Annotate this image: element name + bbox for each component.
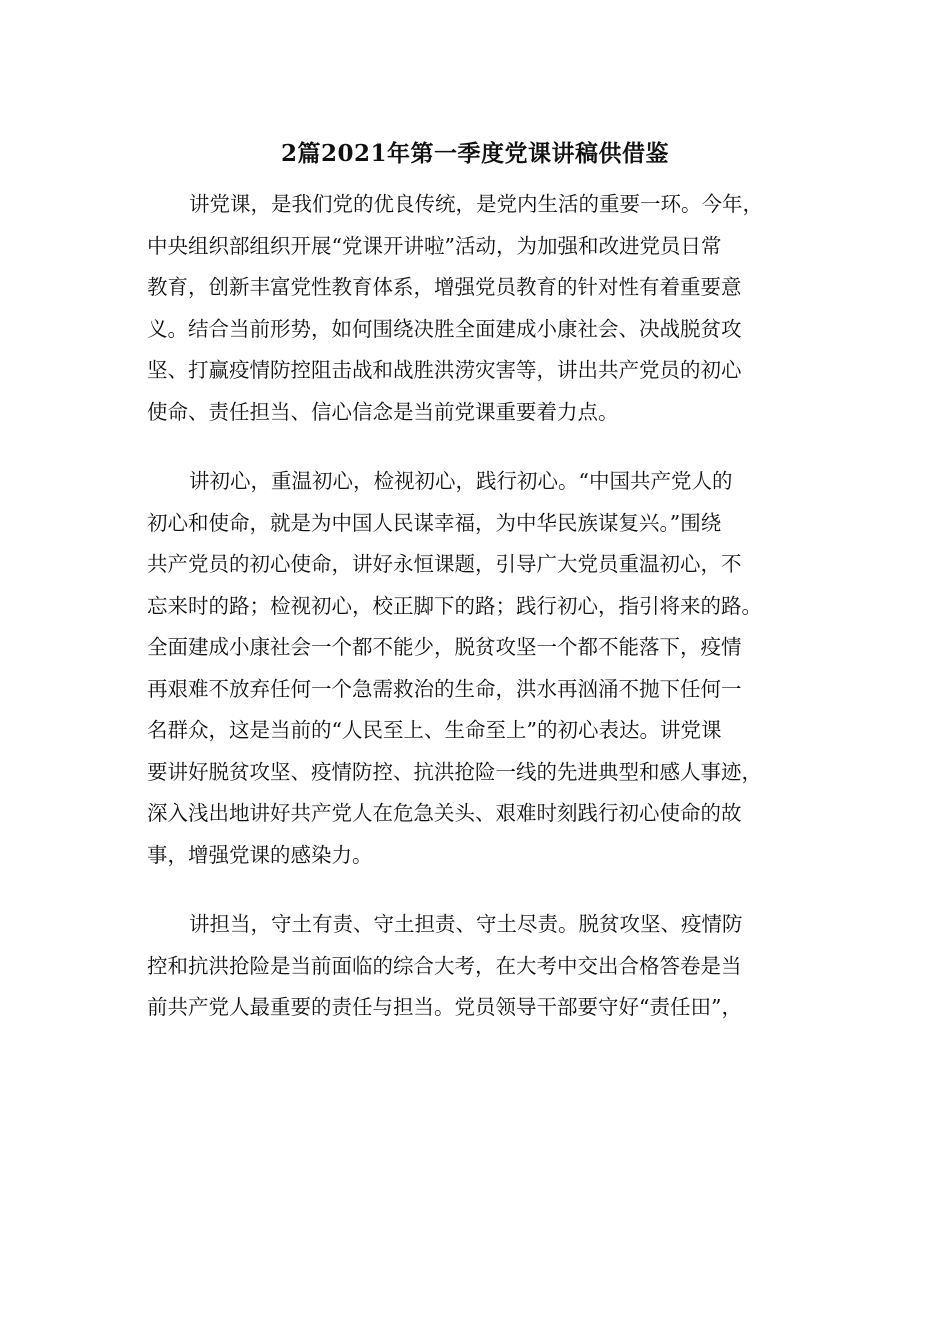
paragraph-line: 忘来时的路；检视初心，校正脚下的路；践行初心，指引将来的路。 (147, 593, 762, 618)
paragraph-line: 讲担当，守土有责、守土担责、守土尽责。脱贫攻坚、疫情防 (189, 912, 743, 936)
paragraph-line: 讲党课，是我们党的优良传统，是党内生活的重要一环。今年， (189, 192, 763, 216)
paragraph-line: 初心和使命，就是为中国人民谋幸福，为中华民族谋复兴。”围绕 (147, 510, 722, 535)
paragraph-line: 名群众，这是当前的“人民至上、生命至上”的初心表达。讲党课 (147, 718, 722, 742)
paragraph-line: 中央组织部组织开展“党课开讲啦”活动，为加强和改进党员日常 (147, 233, 722, 258)
paragraph-line: 共产党员的初心使命，讲好永恒课题，引导广大党员重温初心，不 (147, 552, 742, 576)
paragraph-spacer (147, 433, 797, 461)
document-title: 2篇2021年第一季度党课讲稿供借鉴 (280, 140, 670, 167)
paragraph-line: 深入浅出地讲好共产党人在危急关头、艰难时刻践行初心使命的故 (147, 801, 742, 825)
paragraph-line: 使命、责任担当、信心信念是当前党课重要着力点。 (147, 399, 619, 424)
paragraph-line: 义。结合当前形势，如何围绕决胜全面建成小康社会、决战脱贫攻 (147, 316, 742, 341)
paragraph-2 (147, 461, 797, 876)
document-body (147, 184, 797, 1029)
paragraph-line: 前共产党人最重要的责任与担当。党员领导干部要守好“责任田”， (147, 995, 742, 1019)
paragraph-line: 事，增强党课的感染力。 (147, 842, 373, 867)
paragraph-line: 再艰难不放弃任何一个急需救治的生命，洪水再汹涌不抛下任何一 (147, 676, 742, 701)
paragraph-line: 全面建成小康社会一个都不能少，脱贫攻坚一个都不能落下，疫情 (147, 635, 742, 659)
paragraph-line: 教育，创新丰富党性教育体系，增强党员教育的针对性有着重要意 (147, 275, 742, 299)
paragraph-line: 坚、打赢疫情防控阻击战和战胜洪涝灾害等，讲出共产党员的初心 (147, 358, 742, 382)
paragraph-3 (147, 904, 797, 1029)
paragraph-line: 要讲好脱贫攻坚、疫情防控、抗洪抢险一线的先进典型和感人事迹， (147, 759, 762, 784)
paragraph-spacer (147, 876, 797, 904)
paragraph-line: 讲初心，重温初心，检视初心，践行初心。“中国共产党人的 (189, 469, 733, 493)
paragraph-line: 控和抗洪抢险是当前面临的综合大考，在大考中交出合格答卷是当 (147, 953, 742, 978)
paragraph-1 (147, 184, 797, 433)
